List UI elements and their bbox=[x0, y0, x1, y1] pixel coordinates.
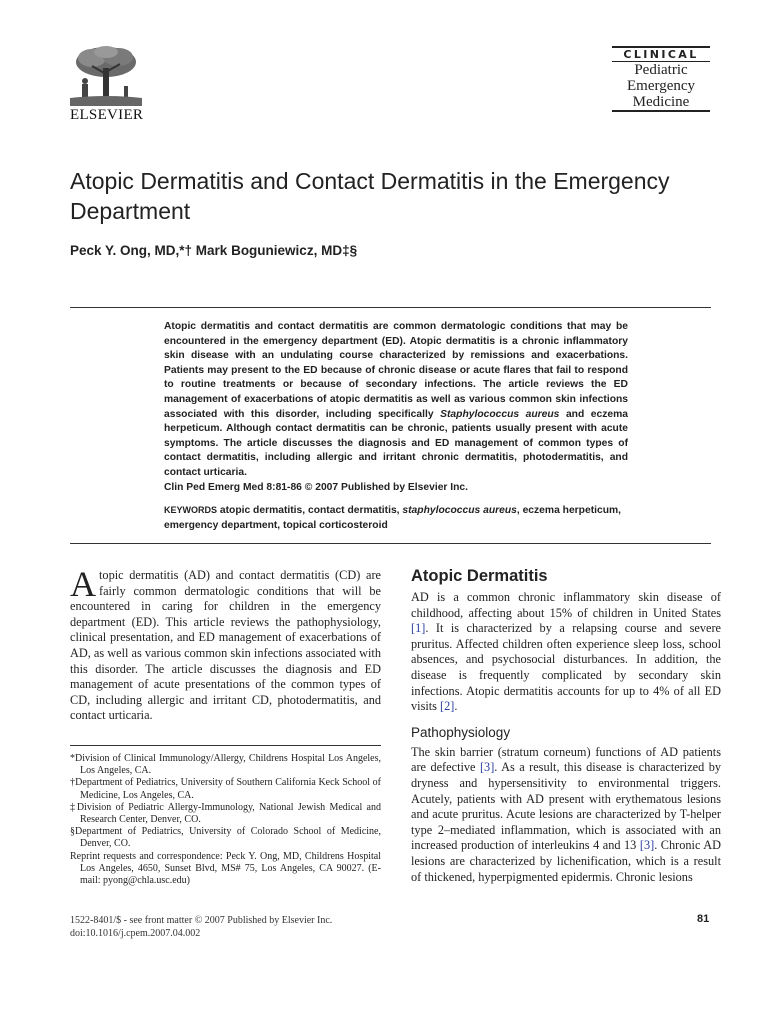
journal-name-line: Medicine bbox=[612, 94, 710, 112]
journal-label: CLINICAL bbox=[612, 46, 710, 62]
publisher-name: ELSEVIER bbox=[70, 107, 144, 123]
elsevier-tree-icon bbox=[70, 44, 142, 106]
keywords-label: KEYWORDS bbox=[164, 505, 218, 515]
keywords-text: , eczema herpeticum, emergency department, topical corticosteroid bbox=[164, 505, 622, 531]
footnote: ‡Division of Pediatric Allergy-Immunology, National Jewish Medical and Research Center, Denver, CO. bbox=[70, 801, 381, 826]
journal-masthead bbox=[612, 46, 710, 112]
divider bbox=[70, 307, 711, 308]
abstract-text-part: Atopic dermatitis and contact dermatitis are common dermatologic conditions that may be encountered in the emergency department (ED). Atopic dermatitis is a chronic inflammatory skin disease with an undulating course characterized by remissions and exacerbations. Patients may present to the ED because of chronic disease or acute flares that fail to respond to routine treatments or because of secondary infections. The article reviews the ED management of exacerbations of atopic dermatitis as well as various common skin infections associated with this disorder, including specifically bbox=[164, 321, 628, 420]
reference-link[interactable]: [1] bbox=[411, 621, 426, 636]
reference-link[interactable]: [3] bbox=[479, 760, 495, 775]
article-authors: Peck Y. Ong, MD,*† Mark Boguniewicz, MD‡§ bbox=[70, 243, 358, 258]
body-text: AD is a common chronic inflammatory skin disease of childhood, affecting about 15% of children in United States bbox=[411, 590, 721, 620]
journal-name-line: Pediatric bbox=[634, 62, 688, 78]
keywords-italic-term: staphylococcus aureus bbox=[402, 505, 517, 516]
article-title: Atopic Dermatitis and Contact Dermatitis in the Emergency Department bbox=[70, 168, 670, 224]
footnote: †Department of Pediatrics, University of Southern California Keck School of Medicine, Los Angeles, CA. bbox=[70, 777, 381, 801]
footnote-divider bbox=[70, 745, 381, 746]
abstract-text-part: and eczema herpeticum. Although contact dermatitis can be chronic, patients usually present with acute symptoms. The article discusses the diagnosis and ED management of common types of contact dermatitis, including allergic and irritant chronic dermatitis, photodermatitis, and contact urticaria. bbox=[164, 408, 628, 478]
introduction bbox=[70, 564, 381, 724]
keywords-text: atopic dermatitis, contact dermatitis, bbox=[217, 505, 403, 516]
body-text: The skin barrier (stratum corneum) functions of AD patients are defective bbox=[411, 744, 721, 775]
journal-name-line: Emergency bbox=[626, 78, 696, 94]
body-text: . It is characterized by a relapsing course and severe pruritus. Affected children often experience sleep loss, school absences, and psychosocial disturbances. In addition, the disease is frequently complicated by secondary skin infections. Atopic dermatitis accounts for up to 4% of all ED visits bbox=[411, 621, 721, 714]
front-matter-info bbox=[70, 914, 332, 940]
reference-link[interactable]: [3] bbox=[639, 838, 655, 853]
body-text: . As a result, this disease is characterized by dryness and hypersensitivity to environmental triggers. Acutely, patients with AD present with erythematous lesions and acute pruritus. Acute lesions are characterized by T-helper type 2–mediated inflammation, which is associated with an increased production of interleukins 4 and 13 bbox=[411, 760, 722, 853]
footnote: Reprint requests and correspondence: Peck Y. Ong, MD, Childrens Hospital Los Angeles, 4650, Sunset Blvd, MS# 75, Los Angeles, CA 90027. (E-mail: pyong@chla.usc.edu) bbox=[70, 850, 381, 887]
footnote: §Department of Pediatrics, University of Colorado School of Medicine, Denver, CO. bbox=[70, 826, 381, 850]
body-paragraph bbox=[411, 745, 721, 885]
intro-paragraph: topic dermatitis (AD) and contact dermatitis (CD) are fairly common dermatologic conditions that will be encountered in caring for children in the emergency department (ED). This article reviews the pathophysiology, clinical presentation, and ED management of exacerbations of AD, as well as various common skin infections associated with this disorder. The article discusses the diagnosis and ED management of acute presentations of the common types of CD, including allergic and irritant CD, photodermatitis, and contact urticaria. bbox=[70, 568, 381, 723]
main-text bbox=[411, 566, 721, 885]
drop-cap: A bbox=[70, 564, 96, 604]
body-text: . Chronic AD lesions are characterized by lichenification, which is a result of thickened, hyperpigmented epidermis. Chronic lesions bbox=[411, 838, 721, 884]
keywords bbox=[164, 503, 628, 533]
footnote: *Division of Clinical Immunology/Allergy, Childrens Hospital Los Angeles, Los Angeles, CA. bbox=[70, 753, 381, 777]
abstract-italic-term: Staphylococcus aureus bbox=[440, 408, 560, 420]
publisher-logo bbox=[70, 44, 142, 124]
page-number: 81 bbox=[697, 913, 710, 925]
body-text: . bbox=[454, 699, 458, 714]
abstract-text bbox=[164, 320, 628, 481]
doi-line: doi:10.1016/j.cpem.2007.04.002 bbox=[70, 928, 201, 939]
subsection-heading: Pathophysiology bbox=[411, 724, 511, 740]
abstract-citation: Clin Ped Emerg Med 8:81-86 © 2007 Published by Elsevier Inc. bbox=[164, 481, 469, 493]
footnotes bbox=[70, 753, 381, 887]
body-paragraph bbox=[411, 590, 721, 715]
reference-link[interactable]: [2] bbox=[440, 699, 455, 714]
copyright-line: 1522-8401/$ - see front matter © 2007 Published by Elsevier Inc. bbox=[70, 915, 333, 926]
section-heading: Atopic Dermatitis bbox=[411, 567, 548, 585]
abstract bbox=[164, 320, 628, 495]
divider bbox=[70, 543, 711, 544]
